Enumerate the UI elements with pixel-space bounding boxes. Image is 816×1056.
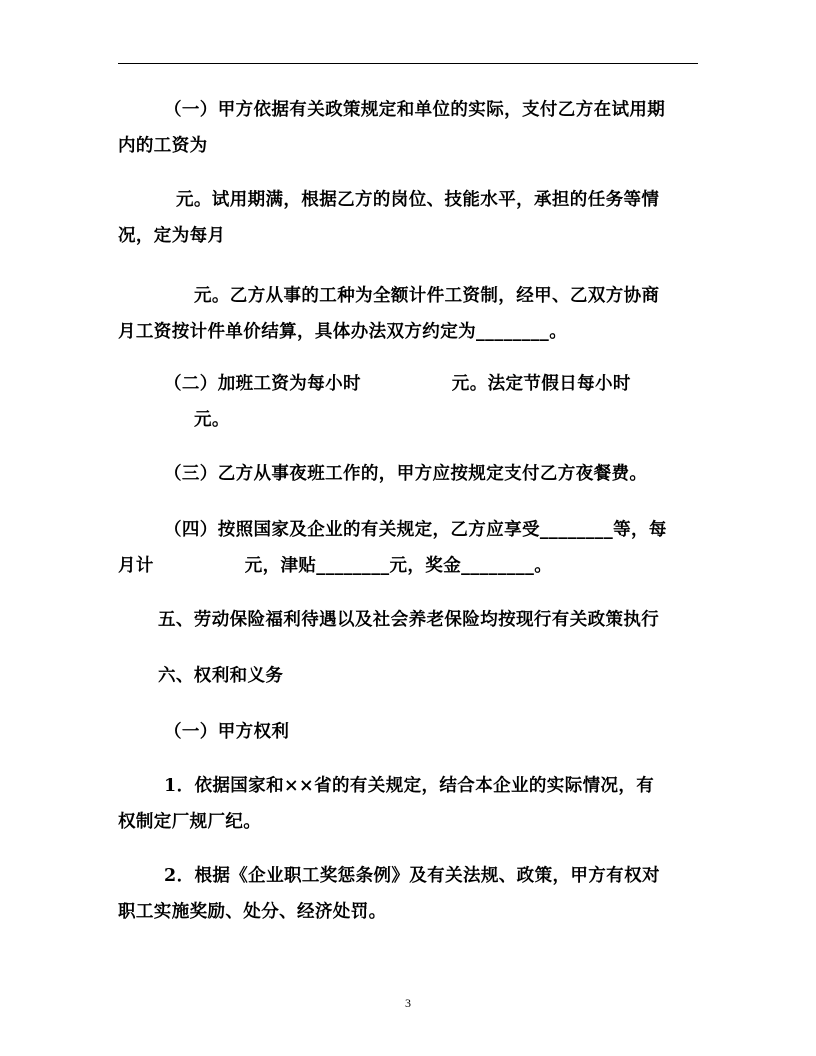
page-number: 3 <box>405 996 411 1010</box>
line: 1．依据国家和××省的有关规定，结合本企业的实际情况，有 <box>164 776 655 796</box>
paragraph-piecework-salary <box>118 278 698 350</box>
paragraph-post-probation-salary <box>118 182 698 254</box>
paragraph-benefits <box>118 512 698 584</box>
line: 职工实施奖励、处分、经济处罚。 <box>118 902 387 922</box>
line: （三）乙方从事夜班工作的，甲方应按规定支付乙方夜餐费。 <box>164 464 648 484</box>
rights-item-1 <box>118 768 698 840</box>
line: 月计 元，津贴________元，奖金________。 <box>118 556 553 576</box>
rights-item-2 <box>118 858 698 930</box>
line: 2．根据《企业职工奖惩条例》及有关法规、政策，甲方有权对 <box>164 866 660 886</box>
line: （二）加班工资为每小时 元。法定节假日每小时 <box>164 374 631 394</box>
line: 元。乙方从事的工种为全额计件工资制，经甲、乙双方协商 <box>194 286 660 306</box>
line: 六、权利和义务 <box>158 666 284 686</box>
paragraph-night-shift <box>118 456 698 492</box>
line: 况，定为每月 <box>118 226 226 246</box>
party-a-rights-heading <box>118 714 698 750</box>
paragraph-overtime-pay <box>118 366 698 438</box>
line: （一）甲方权利 <box>164 722 290 742</box>
line: 内的工资为 <box>118 136 208 156</box>
header-rule <box>118 63 698 64</box>
line: 元。试用期满，根据乙方的岗位、技能水平，承担的任务等情 <box>176 190 660 210</box>
line: 元。 <box>194 410 230 430</box>
line: 月工资按计件单价结算，具体办法双方约定为________。 <box>118 322 568 342</box>
line: 五、劳动保险福利待遇以及社会养老保险均按现行有关政策执行 <box>158 610 660 630</box>
line: （一）甲方依据有关政策规定和单位的实际，支付乙方在试用期 <box>164 100 666 120</box>
section-six-heading <box>118 658 698 694</box>
section-five-heading <box>118 602 698 638</box>
line: 权制定厂规厂纪。 <box>118 812 262 832</box>
paragraph-probation-salary <box>118 92 698 164</box>
line: （四）按照国家及企业的有关规定，乙方应享受________等，每 <box>164 520 667 540</box>
